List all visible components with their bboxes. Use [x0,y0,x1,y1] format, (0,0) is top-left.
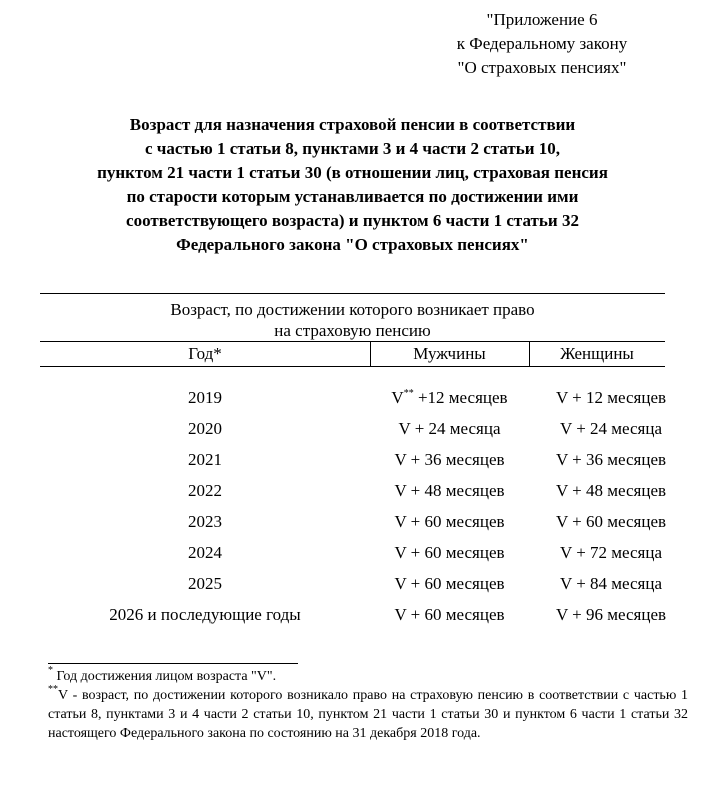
footnote-separator [48,663,298,664]
table-subheader-rule [40,366,665,367]
cell-women: V + 12 месяцев [555,388,667,407]
footnote-mark: * [213,344,222,363]
cell-men: V + 48 месяцев [394,481,505,500]
title-line: Возраст для назначения страховой пенсии в соответствии [129,115,576,134]
cell-year: 2023 [188,512,222,531]
table-top-rule [40,293,665,294]
cell-women: V + 48 месяцев [555,481,667,500]
footnote-text: Год достижения лицом возраста "V". [53,669,277,684]
footnote-1 [48,667,688,686]
cell-women: V + 84 месяца [559,574,663,593]
cell-men: V + 60 месяцев [394,574,505,593]
cell-year: 2025 [188,574,222,593]
cell-women: V + 24 месяца [559,419,663,438]
title-line: соответствующего возраста) и пунктом 6 части 1 статьи 32 [126,211,579,230]
footnote-2 [48,686,688,743]
cell-year: 2019 [188,388,222,407]
age-header-line: на страховую пенсию [274,321,431,340]
column-header-year [40,344,370,364]
cell-year: 2021 [188,450,222,469]
title-line: по старости которым устанавливается по достижении ими [126,187,579,206]
title-line: с частью 1 статьи 8, пунктами 3 и 4 части 2 статьи 10, [145,139,560,158]
value-suffix: +12 месяцев [413,388,508,407]
cell-year: 2024 [188,543,222,562]
title-line: пунктом 21 части 1 статьи 30 (в отношении лиц, страховая пенсия [97,163,608,182]
cell-year: 2026 и последующие годы [109,605,301,624]
column-header-men: Мужчины [413,344,486,363]
appendix-line: "О страховых пенсиях" [457,58,627,77]
cell-men: V + 24 месяца [398,419,501,438]
cell-men: V + 60 месяцев [394,605,505,624]
cell-women: V + 60 месяцев [555,512,667,531]
appendix-reference [427,8,657,80]
column-header-women: Женщины [560,344,634,363]
cell-men: V + 60 месяцев [394,543,505,562]
column-header-year-label: Год [188,344,214,363]
cell-men: V + 60 месяцев [394,512,505,531]
age-header [40,299,665,341]
appendix-line: "Приложение 6 [486,10,598,29]
footnotes [48,667,688,743]
cell-men [370,388,529,408]
appendix-line: к Федеральному закону [456,34,628,53]
value-prefix: V [391,388,404,407]
cell-year: 2022 [188,481,222,500]
footnote-mark: ** [403,388,414,399]
cell-year: 2020 [188,419,222,438]
document-title [40,113,665,257]
age-header-line: Возраст, по достижении которого возникает право [170,300,535,319]
table-header-rule [40,341,665,342]
footnote-text: V - возраст, по достижении которого возникало право на страховую пенсию в соответствии с частью 1 статьи 8, пунктами 3 и 4 части 2 статьи 10, пунктом 21 части 1 статьи 30 и пунктом 6 части 1 статьи 32 настоящего Федерального закона по состоянию на 31 декабря 2018 года. [48,688,688,741]
cell-men: V + 36 месяцев [394,450,505,469]
footnote-mark: * [48,665,53,676]
footnote-mark: ** [48,684,58,695]
cell-women: V + 72 месяца [559,543,663,562]
title-line: Федерального закона "О страховых пенсиях" [176,235,529,254]
cell-women: V + 96 месяцев [555,605,667,624]
cell-women: V + 36 месяцев [555,450,667,469]
